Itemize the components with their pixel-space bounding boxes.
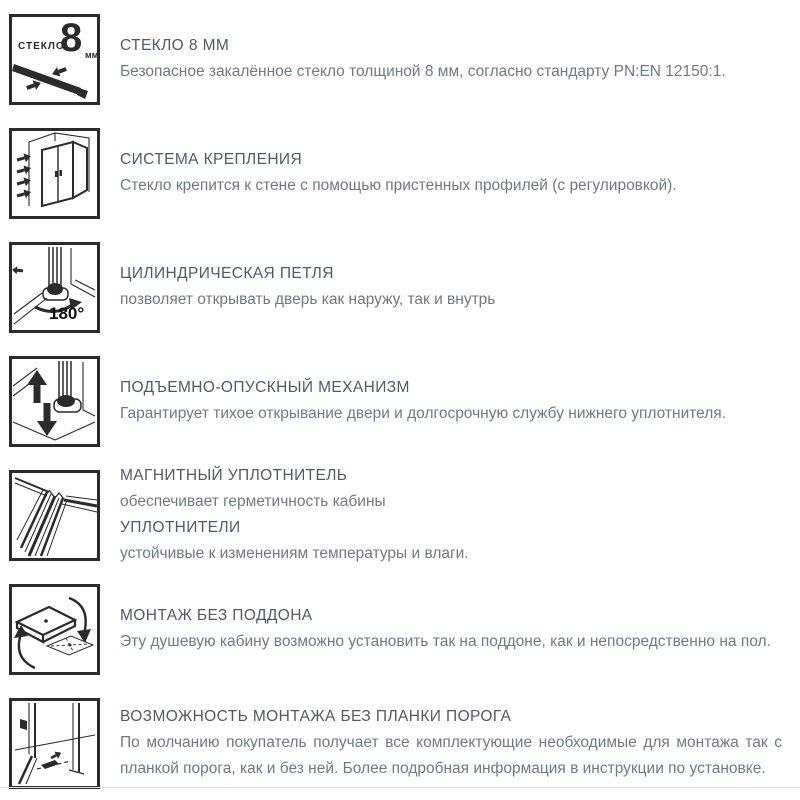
feature-row-hinge — [0, 230, 800, 344]
glass-icon-unit: мм — [85, 49, 99, 60]
feature-title: МОНТАЖ БЕЗ ПОДДОНА — [120, 607, 313, 624]
feature-row-no-tray — [0, 572, 800, 686]
feature-description: позволяет открывать дверь как наружу, так и внутрь — [120, 291, 496, 308]
feature-subdescription: устойчивые к изменениям температуры и влаги. — [120, 545, 469, 562]
feature-title: СТЕКЛО 8 ММ — [120, 37, 230, 54]
glass-8mm-icon — [9, 14, 100, 105]
cylindrical-hinge-180-icon — [9, 242, 100, 333]
glass-icon-label: СТЕКЛО — [18, 40, 65, 52]
feature-row-seals — [0, 458, 800, 572]
magnetic-seal-icon — [9, 470, 100, 561]
feature-title: ВОЗМОЖНОСТЬ МОНТАЖА БЕЗ ПЛАНКИ ПОРОГА — [120, 708, 512, 725]
feature-description: Безопасное закалённое стекло толщиной 8 мм, согласно стандарту PN:EN 12150:1. — [120, 63, 726, 80]
feature-subtitle: УПЛОТНИТЕЛИ — [120, 519, 241, 536]
feature-description: Стекло крепится к стене с помощью пристенных профилей (с регулировкой). — [120, 177, 677, 194]
feature-description: обеспечивает герметичность кабины — [120, 493, 386, 510]
wall-mount-system-icon — [9, 128, 100, 219]
feature-row-glass — [0, 2, 800, 116]
no-tray-install-icon — [9, 584, 100, 675]
feature-description: Эту душевую кабину возможно установить так на поддоне, как и непосредственно на пол. — [120, 633, 771, 650]
feature-description: Гарантирует тихое открывание двери и долгосрочную службу нижнего уплотнителя. — [120, 405, 726, 422]
glass-icon-number: 8 — [60, 15, 83, 60]
bottom-divider — [0, 787, 800, 788]
feature-title: ПОДЪЕМНО-ОПУСКНЫЙ МЕХАНИЗМ — [120, 379, 410, 396]
feature-description: По молчанию покупатель получает все комплектующие необходимые для монтажа так с планкой порога, как и без ней. Более подробная информация в инструкции по установке. — [120, 734, 782, 777]
feature-row-no-threshold — [0, 686, 800, 800]
no-threshold-strip-icon — [9, 698, 100, 789]
feature-title: ЦИЛИНДРИЧЕСКАЯ ПЕТЛЯ — [120, 265, 334, 282]
feature-title: СИСТЕМА КРЕПЛЕНИЯ — [120, 151, 303, 168]
feature-row-mounting — [0, 116, 800, 230]
hinge-angle-label: 180° — [49, 303, 85, 323]
feature-title: МАГНИТНЫЙ УПЛОТНИТЕЛЬ — [120, 467, 348, 484]
feature-row-lift-mechanism — [0, 344, 800, 458]
lift-lower-mechanism-icon — [9, 356, 100, 447]
